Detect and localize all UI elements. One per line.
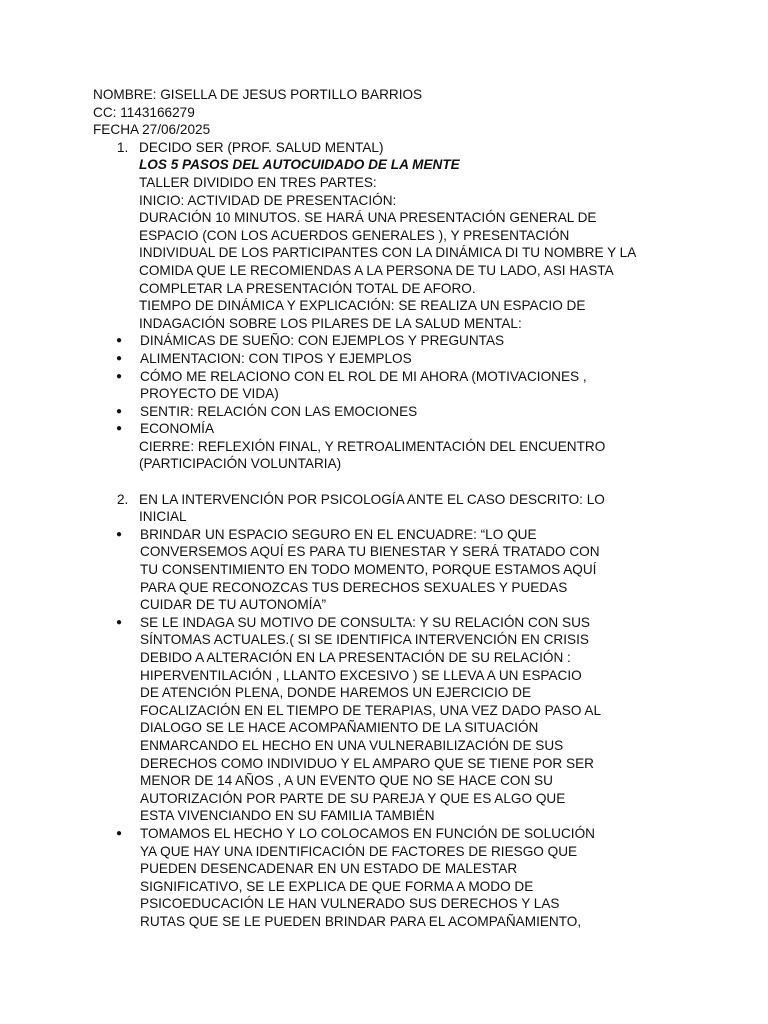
list-item-text: SIGNIFICATIVO, SE LE EXPLICA DE QUE FORMA A MODO DE — [140, 878, 534, 894]
list-item-text: DIALOGO SE LE HACE ACOMPAÑAMIENTO DE LA SITUACIÓN — [140, 720, 539, 736]
list-item-text: PSICOEDUCACIÓN LE HAN VULNERADO SUS DERECHOS Y LAS — [140, 896, 560, 912]
list-item-text: ESTA VIVENCIANDO EN SU FAMILIA TAMBIÉN — [140, 808, 435, 824]
list-item-text: ● SE LE INDAGA SU MOTIVO DE CONSULTA: Y SU RELACIÓN CON SUS — [140, 614, 590, 630]
section-1-closing — [93, 438, 678, 473]
list-item — [93, 420, 678, 438]
list-item-text: DE ATENCIÓN PLENA, DONDE HAREMOS UN EJERCICIO DE — [140, 685, 532, 701]
list-item — [93, 350, 678, 368]
section-1-line: COMIDA QUE LE RECOMIENDAS A LA PERSONA DE TU LADO, ASI HASTA — [139, 262, 614, 278]
section-1-line: DURACIÓN 10 MINUTOS. SE HARÁ UNA PRESENTACIÓN GENERAL DE — [139, 210, 597, 226]
list-item-text: DERECHOS COMO INDIVIDUO Y EL AMPARO QUE SE TIENE POR SER — [140, 755, 594, 771]
list-item-text: ENMARCANDO EL HECHO EN UNA VULNERABILIZACIÓN DE SUS — [140, 737, 564, 753]
section-1-number: 1. — [117, 139, 129, 155]
list-item-text: ● BRINDAR UN ESPACIO SEGURO EN EL ENCUADRE: “LO QUE — [140, 526, 537, 542]
list-item — [93, 614, 678, 825]
closing-line: CIERRE: REFLEXIÓN FINAL, Y RETROALIMENTACIÓN DEL ENCUENTRO — [139, 438, 606, 454]
list-item-text: CONVERSEMOS AQUÍ ES PARA TU BIENESTAR Y SERÁ TRATADO CON — [140, 544, 600, 560]
section-1-line: COMPLETAR LA PRESENTACIÓN TOTAL DE AFORO. — [139, 280, 476, 296]
list-item-text: ● ECONOMÍA — [140, 421, 215, 437]
list-item-text: TU CONSENTIMIENTO EN TODO MOMENTO, PORQUE ESTAMOS AQUÍ — [140, 562, 597, 578]
list-item-text: YA QUE HAY UNA IDENTIFICACIÓN DE FACTORES DE RIESGO QUE — [140, 843, 578, 859]
list-item-text: ● ALIMENTACION: CON TIPOS Y EJEMPLOS — [140, 350, 412, 366]
list-item-text: SÍNTOMAS ACTUALES.( SI SE IDENTIFICA INTERVENCIÓN EN CRISIS — [140, 632, 589, 648]
student-name: NOMBRE: GISELLA DE JESUS PORTILLO BARRIOS — [93, 87, 423, 102]
section-1-line: INICIO: ACTIVIDAD DE PRESENTACIÓN: — [139, 192, 397, 208]
list-item-text: PARA QUE RECONOZCAS TUS DERECHOS SEXUALES Y PUEDAS — [140, 579, 568, 595]
list-item — [93, 368, 678, 403]
list-item-text: ● TOMAMOS EL HECHO Y LO COLOCAMOS EN FUNCIÓN DE SOLUCIÓN — [140, 825, 595, 841]
list-item — [93, 526, 678, 614]
list-item-text: PROYECTO DE VIDA) — [140, 386, 279, 402]
list-item-text: ● CÓMO ME RELACIONO CON EL ROL DE MI AHORA (MOTIVACIONES , — [140, 368, 587, 384]
list-item-text: AUTORIZACIÓN POR PARTE DE SU PAREJA Y QUE ES ALGO QUE — [140, 790, 566, 806]
list-item-text: DEBIDO A ALTERACIÓN EN LA PRESENTACIÓN DE SU RELACIÓN : — [140, 650, 571, 665]
section-1-heading: DECIDO SER (PROF. SALUD MENTAL) — [139, 139, 384, 155]
section-2-heading: EN LA INTERVENCIÓN POR PSICOLOGÍA ANTE EL CASO DESCRITO: LO — [139, 491, 605, 507]
section-2 — [93, 491, 678, 526]
list-item-text: HIPERVENTILACIÓN , LLANTO EXCESIVO ) SE LLEVA A UN ESPACIO — [140, 667, 582, 683]
list-item-text: CUIDAR DE TU AUTONOMÍA” — [140, 597, 327, 613]
mental-health-pillars-list — [93, 332, 678, 438]
list-item-text: RUTAS QUE SE LE PUEDEN BRINDAR PARA EL ACOMPAÑAMIENTO, — [140, 913, 582, 929]
list-item-text: ● SENTIR: RELACIÓN CON LAS EMOCIONES — [140, 403, 418, 419]
document-date: FECHA 27/06/2025 — [93, 122, 211, 138]
list-item-text: FOCALIZACIÓN EN EL TIEMPO DE TERAPIAS, UNA VEZ DADO PASO AL — [140, 702, 602, 718]
section-1-line: ESPACIO (CON LOS ACUERDOS GENERALES ), Y PRESENTACIÓN — [139, 227, 570, 243]
list-item — [93, 403, 678, 421]
list-item — [93, 332, 678, 350]
workshop-title: LOS 5 PASOS DEL AUTOCUIDADO DE LA MENTE — [139, 157, 460, 173]
intervention-steps-list — [93, 526, 678, 931]
section-1 — [93, 139, 678, 333]
list-item-text: MENOR DE 14 AÑOS , A UN EVENTO QUE NO SE HACE CON SU — [140, 773, 553, 789]
section-2-heading: INICIAL — [139, 509, 187, 525]
document-body — [93, 86, 678, 931]
closing-line: (PARTICIPACIÓN VOLUNTARIA) — [139, 456, 342, 472]
list-item-text: PUEDEN DESENCADENAR EN UN ESTADO DE MALESTAR — [140, 861, 518, 877]
paragraph-spacer — [93, 473, 678, 491]
section-1-line: TIEMPO DE DINÁMICA Y EXPLICACIÓN: SE REALIZA UN ESPACIO DE — [139, 298, 586, 314]
student-id: CC: 1143166279 — [93, 104, 195, 120]
section-1-line: TALLER DIVIDIDO EN TRES PARTES: — [139, 174, 377, 190]
section-1-line: INDAGACIÓN SOBRE LOS PILARES DE LA SALUD MENTAL: — [139, 315, 522, 331]
section-2-number: 2. — [117, 491, 129, 507]
section-1-line: INDIVIDUAL DE LOS PARTICIPANTES CON LA DINÁMICA DI TU NOMBRE Y LA — [139, 245, 637, 261]
list-item — [93, 825, 678, 931]
list-item-text: ● DINÁMICAS DE SUEÑO: CON EJEMPLOS Y PREGUNTAS — [140, 333, 505, 349]
